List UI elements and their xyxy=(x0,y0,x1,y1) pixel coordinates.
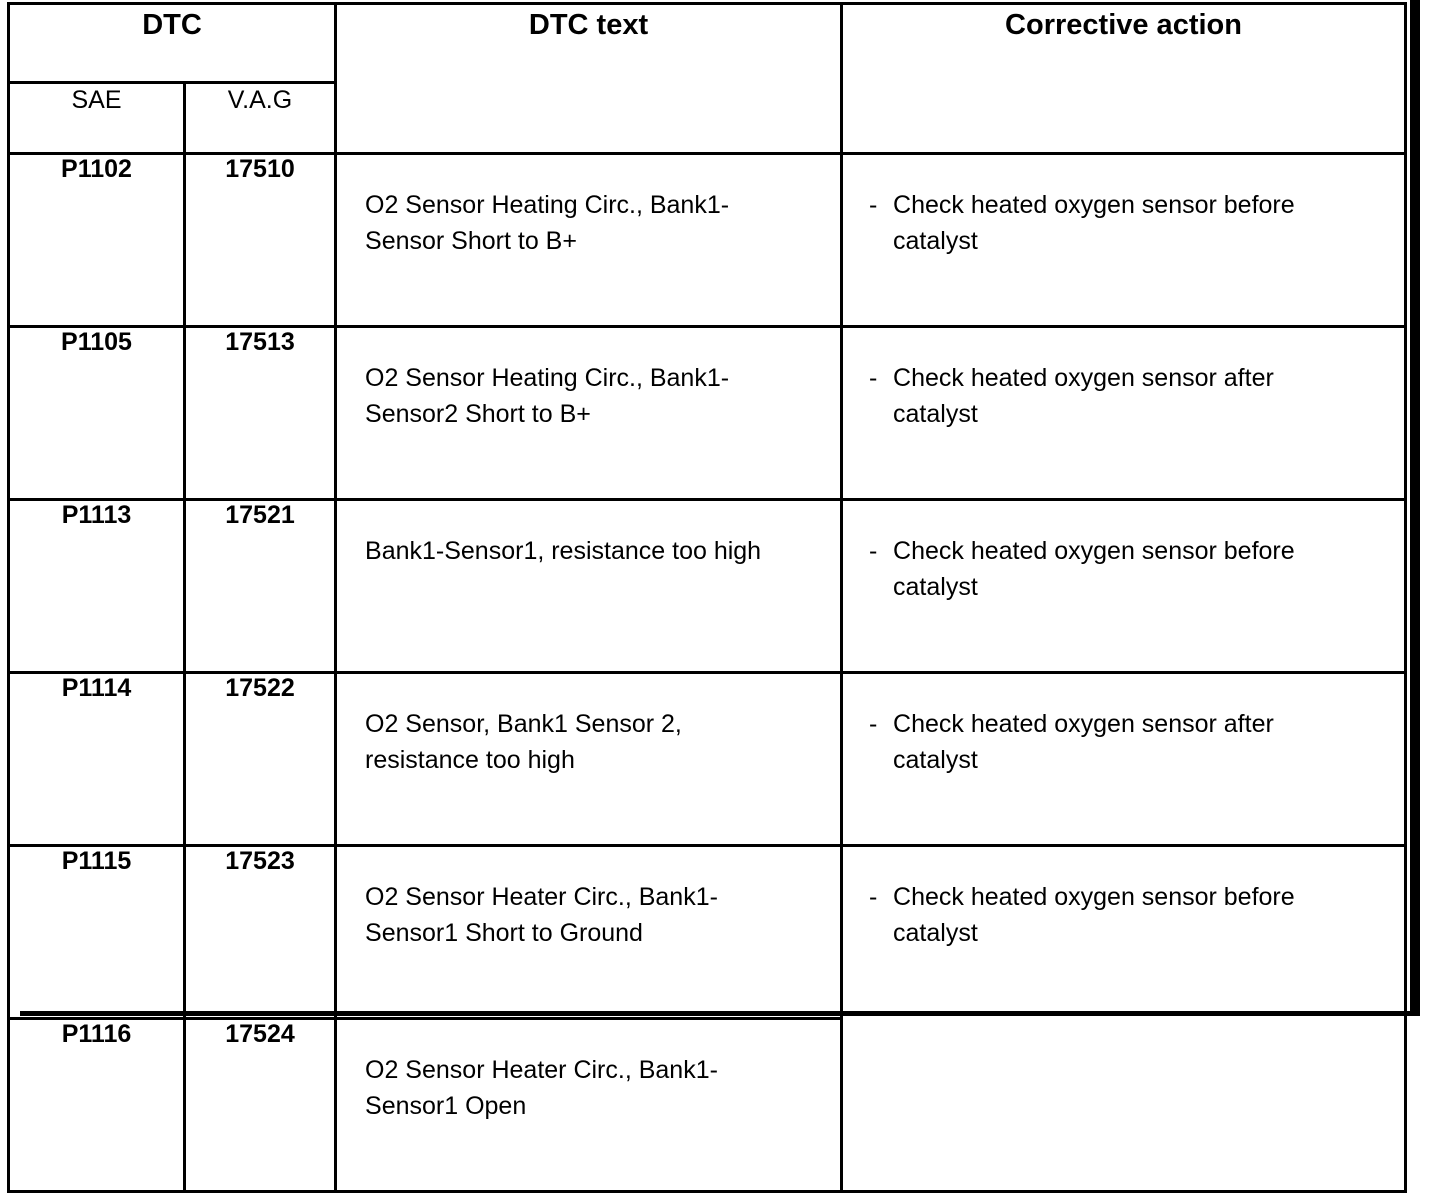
sae-code: P1105 xyxy=(9,327,185,500)
action-text: Check heated oxygen sensor after xyxy=(893,710,1274,738)
action-text: catalyst xyxy=(893,746,978,774)
table-row xyxy=(9,846,1406,1019)
action-text: Check heated oxygen sensor before xyxy=(893,191,1295,219)
header-corrective-action: Corrective action xyxy=(842,4,1406,154)
dtc-text-line: Sensor Short to B+ xyxy=(365,227,577,255)
vag-code: 17522 xyxy=(185,673,336,846)
dtc-text xyxy=(336,1019,842,1192)
corrective-action xyxy=(842,327,1406,500)
dtc-text-line: O2 Sensor, Bank1 Sensor 2, xyxy=(365,710,682,738)
vag-code: 17521 xyxy=(185,500,336,673)
action-text: catalyst xyxy=(893,400,978,428)
header-row xyxy=(9,4,1406,83)
corrective-action xyxy=(842,154,1406,327)
dtc-text-line: Sensor1 Short to Ground xyxy=(365,919,643,947)
vag-code: 17523 xyxy=(185,846,336,1019)
corrective-action xyxy=(842,846,1406,1192)
action-text: Check heated oxygen sensor before xyxy=(893,537,1295,565)
dash: - xyxy=(869,883,878,911)
dtc-text xyxy=(336,673,842,846)
table-row xyxy=(9,673,1406,846)
action-text: Check heated oxygen sensor before xyxy=(893,883,1295,911)
dtc-text xyxy=(336,500,842,673)
dtc-text-line: Bank1-Sensor1, resistance too high xyxy=(365,537,762,565)
page-edge-right xyxy=(1410,0,1420,1016)
action-text: catalyst xyxy=(893,573,978,601)
sae-code: P1116 xyxy=(9,1019,185,1192)
table-row xyxy=(9,154,1406,327)
sae-code: P1114 xyxy=(9,673,185,846)
dtc-text-line: resistance too high xyxy=(365,746,575,774)
dtc-text-line: O2 Sensor Heating Circ., Bank1- xyxy=(365,191,730,219)
dtc-text-line: O2 Sensor Heater Circ., Bank1- xyxy=(365,1056,718,1084)
action-text: Check heated oxygen sensor after xyxy=(893,364,1274,392)
vag-code: 17510 xyxy=(185,154,336,327)
corrective-action xyxy=(842,673,1406,846)
dtc-text xyxy=(336,846,842,1019)
dash: - xyxy=(869,710,878,738)
page-edge-bottom xyxy=(20,1011,1420,1016)
sae-code: P1115 xyxy=(9,846,185,1019)
dtc-text-line: O2 Sensor Heating Circ., Bank1- xyxy=(365,364,730,392)
header-dtc: DTC xyxy=(9,4,336,83)
header-dtc-text: DTC text xyxy=(336,4,842,154)
dtc-text xyxy=(336,154,842,327)
table-row xyxy=(9,327,1406,500)
vag-code: 17524 xyxy=(185,1019,336,1192)
dtc-text-line: O2 Sensor Heater Circ., Bank1- xyxy=(365,883,718,911)
corrective-action xyxy=(842,500,1406,673)
sae-code: P1102 xyxy=(9,154,185,327)
action-text: catalyst xyxy=(893,919,978,947)
dtc-text xyxy=(336,327,842,500)
vag-code: 17513 xyxy=(185,327,336,500)
dash: - xyxy=(869,364,878,392)
dtc-text-line: Sensor2 Short to B+ xyxy=(365,400,591,428)
sae-code: P1113 xyxy=(9,500,185,673)
header-sae: SAE xyxy=(9,83,185,154)
action-text: catalyst xyxy=(893,227,978,255)
dash: - xyxy=(869,537,878,565)
dash: - xyxy=(869,191,878,219)
header-vag: V.A.G xyxy=(185,83,336,154)
table-row xyxy=(9,500,1406,673)
dtc-text-line: Sensor1 Open xyxy=(365,1092,527,1120)
